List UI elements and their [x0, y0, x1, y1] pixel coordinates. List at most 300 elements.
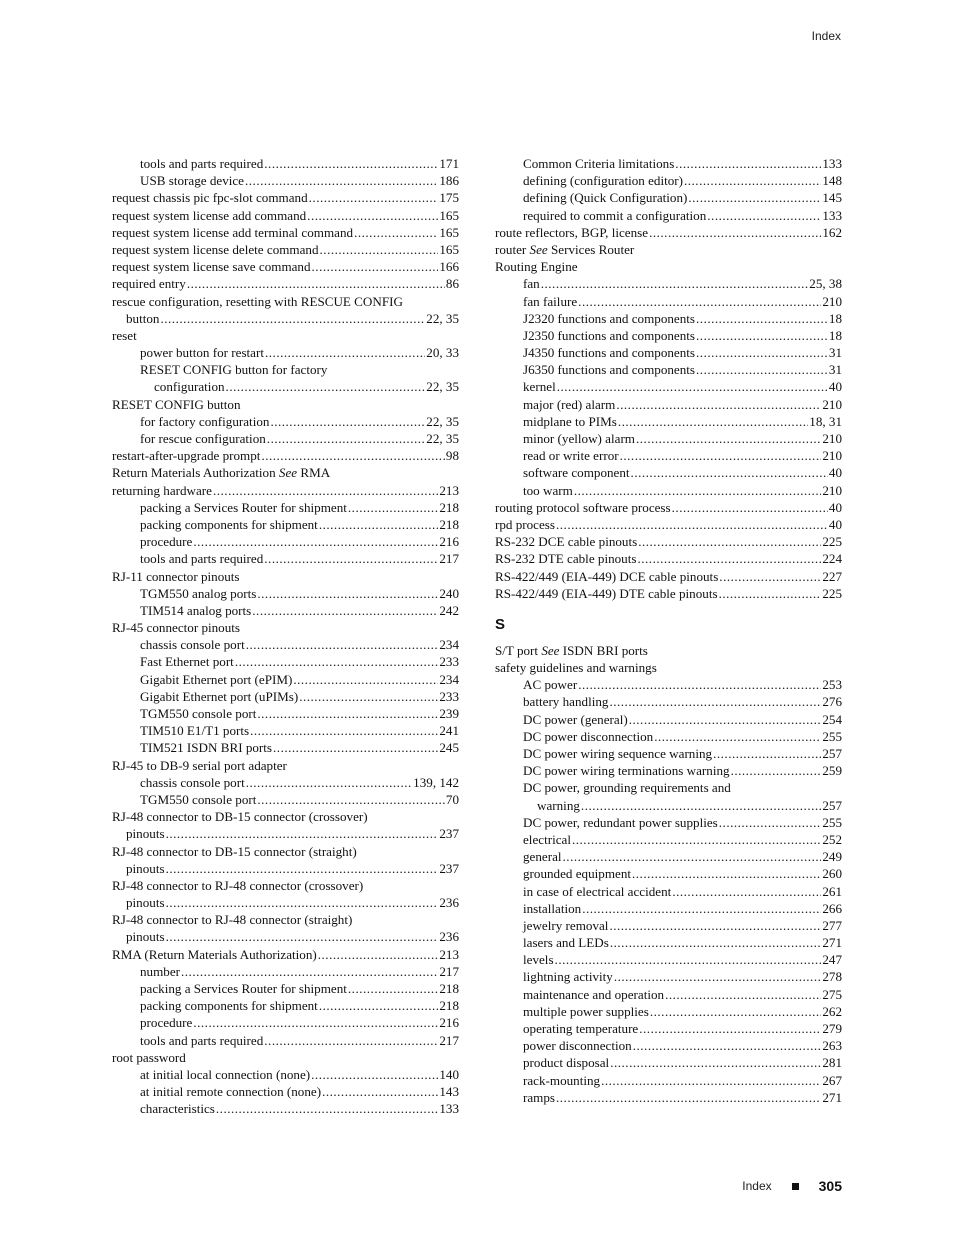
index-term: required to commit a configuration	[523, 207, 707, 223]
page-reference: 217	[439, 963, 459, 979]
index-subentry	[495, 814, 842, 831]
index-term: pinouts	[126, 860, 165, 876]
dot-leader	[696, 327, 828, 344]
page-reference: 245	[439, 740, 459, 756]
index-entry-label	[126, 928, 165, 945]
index-subentry	[495, 447, 842, 464]
index-term: AC power	[523, 677, 578, 693]
index-entry-label	[523, 779, 731, 796]
index-column-left	[112, 155, 459, 1118]
index-entry-label	[523, 814, 718, 831]
dot-leader	[160, 310, 425, 327]
index-entry-label	[523, 900, 581, 917]
dot-leader	[318, 946, 439, 963]
index-subentry	[112, 1014, 459, 1031]
index-term: rpd process	[495, 516, 555, 532]
index-term: Gigabit Ethernet port (ePIM)	[140, 671, 293, 687]
index-term: read or write error	[523, 448, 619, 464]
page-reference: 278	[822, 969, 842, 985]
index-subentry	[495, 900, 842, 917]
index-subentry	[112, 361, 459, 378]
index-subentry	[495, 189, 842, 206]
dot-leader	[731, 762, 822, 779]
index-entry-label	[495, 585, 718, 602]
index-subentry	[495, 413, 842, 430]
index-entry	[495, 224, 842, 241]
index-entry	[112, 757, 459, 774]
dot-leader	[601, 1072, 821, 1089]
index-subentry	[495, 430, 842, 447]
dot-leader	[665, 986, 821, 1003]
dot-leader	[166, 860, 439, 877]
index-entry-label	[140, 1083, 321, 1100]
index-entry	[495, 516, 842, 533]
index-subentry	[495, 1054, 842, 1071]
footer-section-label: Index	[742, 1179, 772, 1193]
page-reference: 217	[439, 1032, 459, 1048]
index-entry-label	[495, 499, 671, 516]
index-subentry	[112, 636, 459, 653]
index-subentry	[112, 1032, 459, 1049]
page-reference: 98	[445, 448, 459, 464]
page-reference: 133	[822, 207, 842, 223]
index-term: minor (yellow) alarm	[523, 431, 635, 446]
index-term: software component	[523, 465, 630, 481]
dot-leader	[633, 1037, 822, 1054]
index-term: DC power, grounding requirements and	[523, 780, 731, 796]
page-reference: 234	[439, 637, 459, 653]
dot-leader	[299, 688, 438, 705]
index-entry-label	[523, 327, 695, 344]
dot-leader	[319, 997, 439, 1014]
dot-leader	[181, 963, 438, 980]
page-reference: 40	[828, 516, 842, 532]
index-entry-label	[140, 585, 256, 602]
index-term: RJ-48 connector to RJ-48 connector (straight)	[112, 912, 353, 928]
index-subentry	[495, 155, 842, 172]
page-reference: 276	[822, 694, 842, 710]
index-entry-label	[112, 275, 186, 292]
dot-leader	[264, 1032, 438, 1049]
page-reference: 210	[822, 431, 842, 446]
index-term: TGM550 analog ports	[140, 585, 257, 601]
index-entry-label	[495, 550, 636, 567]
page-reference: 165	[439, 207, 459, 223]
dot-leader	[187, 275, 445, 292]
index-term: for factory configuration	[140, 413, 270, 429]
dot-leader	[322, 1083, 438, 1100]
running-header: Index	[811, 29, 841, 43]
dot-leader	[649, 224, 821, 241]
index-term: required entry	[112, 276, 186, 292]
index-subentry	[112, 1066, 459, 1083]
page-reference: 40	[828, 465, 842, 481]
dot-leader	[245, 172, 438, 189]
page-reference: 240	[439, 585, 459, 601]
page-reference: 257	[822, 797, 842, 813]
page-reference: 271	[822, 1089, 842, 1105]
index-entry-label	[112, 808, 368, 825]
index-entry	[112, 1049, 459, 1066]
index-term: kernel	[523, 379, 556, 395]
page-number: 305	[818, 1178, 842, 1194]
dot-leader	[354, 224, 438, 241]
index-entry-label	[140, 997, 318, 1014]
index-entry	[112, 482, 459, 499]
page-reference: 257	[822, 746, 842, 761]
index-term: defining (Quick Configuration)	[523, 190, 688, 206]
index-term: RMA (Return Materials Authorization)	[112, 946, 317, 962]
index-entry-label	[523, 711, 628, 728]
index-term: procedure	[140, 1015, 193, 1031]
page-reference: 143	[439, 1084, 459, 1100]
index-subentry	[495, 207, 842, 224]
page-footer	[742, 1178, 842, 1194]
index-entry-label	[140, 499, 347, 516]
index-entry-label	[140, 774, 245, 791]
index-term: defining (configuration editor)	[523, 173, 683, 189]
page-reference: 217	[439, 551, 459, 567]
index-entry-label	[140, 516, 318, 533]
dot-leader	[264, 550, 438, 567]
dot-leader	[582, 900, 821, 917]
index-entry-label	[523, 207, 706, 224]
index-entry-label	[112, 258, 311, 275]
dot-leader	[166, 928, 439, 945]
index-subentry	[112, 688, 459, 705]
index-subentry	[495, 396, 842, 413]
index-term: request system license add command	[112, 207, 307, 223]
index-term: multiple power supplies	[523, 1003, 649, 1019]
index-term: too warm	[523, 482, 573, 498]
page-reference: 218	[439, 998, 459, 1014]
index-entry-label	[523, 934, 609, 951]
index-entry	[112, 619, 459, 636]
index-entry	[495, 642, 842, 659]
index-term: product disposal	[523, 1055, 610, 1071]
index-term: operating temperature	[523, 1021, 639, 1036]
index-subentry	[112, 585, 459, 602]
index-term: TIM521 ISDN BRI ports	[140, 740, 273, 756]
dot-leader	[654, 728, 821, 745]
page-reference: 139, 142	[413, 774, 459, 790]
page-reference: 20, 33	[426, 345, 459, 361]
index-subentry	[112, 963, 459, 980]
index-subentry	[112, 1083, 459, 1100]
index-term: RS-232 DCE cable pinouts	[495, 534, 638, 550]
index-entry-label	[126, 825, 165, 842]
index-entry-label	[140, 980, 347, 997]
index-subentry	[495, 464, 842, 481]
index-term: levels	[523, 952, 554, 968]
index-term: RS-422/449 (EIA-449) DTE cable pinouts	[495, 585, 718, 601]
index-subentry	[495, 1072, 842, 1089]
index-entry-label	[112, 327, 137, 344]
index-term: grounded equipment	[523, 866, 631, 882]
page-reference: 145	[822, 190, 842, 206]
page-reference: 210	[822, 396, 842, 412]
index-subentry	[112, 980, 459, 997]
dot-leader	[614, 968, 822, 985]
index-term: safety guidelines and warnings	[495, 660, 657, 676]
index-term: packing a Services Router for shipment	[140, 499, 347, 515]
index-entry-label	[495, 224, 648, 241]
index-entry	[112, 568, 459, 585]
page-reference: 22, 35	[426, 431, 459, 446]
index-entry	[112, 447, 459, 464]
dot-leader	[246, 636, 439, 653]
index-term: warning	[537, 797, 580, 813]
index-entry-label	[523, 693, 608, 710]
index-term: pinouts	[126, 826, 165, 842]
page-reference: 218	[439, 499, 459, 515]
index-entry-label	[523, 447, 619, 464]
page-reference: 18	[828, 310, 842, 326]
index-entry	[112, 207, 459, 224]
dot-leader	[574, 482, 822, 499]
index-entry-label	[140, 636, 245, 653]
page-reference: 70	[445, 791, 459, 807]
page-reference: 237	[439, 826, 459, 842]
index-subentry	[112, 894, 459, 911]
index-term: RJ-48 connector to DB-15 connector (crossover)	[112, 809, 368, 825]
page-reference: 40	[828, 379, 842, 395]
index-entry-label	[140, 1014, 192, 1031]
index-entry-label	[112, 293, 403, 310]
dot-leader	[273, 739, 438, 756]
dot-leader	[684, 172, 821, 189]
index-term: at initial remote connection (none)	[140, 1084, 322, 1100]
dot-leader	[629, 711, 822, 728]
dot-leader	[688, 189, 821, 206]
index-subentry	[495, 934, 842, 951]
dot-leader	[610, 934, 822, 951]
dot-leader	[609, 693, 821, 710]
index-term: lasers and LEDs	[523, 935, 609, 951]
index-entry-label	[112, 447, 260, 464]
index-entry-label	[140, 344, 264, 361]
page-reference: 213	[439, 946, 459, 962]
index-entry	[112, 464, 459, 481]
index-entry-label	[495, 258, 578, 275]
index-term: button	[126, 310, 160, 326]
page-reference: 260	[822, 866, 842, 882]
index-entry-label	[112, 843, 357, 860]
index-term: RJ-45 connector pinouts	[112, 620, 241, 636]
page-reference: 255	[822, 728, 842, 744]
page-reference: 213	[439, 482, 459, 498]
page-reference: 279	[822, 1021, 842, 1036]
index-term: number	[140, 963, 180, 979]
dot-leader	[166, 894, 439, 911]
page-reference: 234	[439, 671, 459, 687]
index-entry-label	[112, 189, 308, 206]
index-entry-label	[140, 963, 180, 980]
index-term: TIM510 E1/T1 ports	[140, 723, 250, 739]
index-term: DC power disconnection	[523, 728, 654, 744]
index-entry-label	[523, 396, 615, 413]
dot-leader	[713, 745, 821, 762]
index-entry-label	[495, 568, 718, 585]
index-term: maintenance and operation	[523, 986, 665, 1002]
index-term: RS-422/449 (EIA-449) DCE cable pinouts	[495, 568, 719, 584]
dot-leader	[250, 722, 438, 739]
index-term: S/T port	[495, 642, 539, 658]
dot-leader	[578, 676, 821, 693]
page-reference: 236	[439, 895, 459, 911]
page-reference: 22, 35	[426, 310, 459, 326]
index-term: Fast Ethernet port	[140, 654, 234, 670]
index-entry-label	[523, 1003, 649, 1020]
dot-leader	[267, 430, 425, 447]
page-reference: 22, 35	[426, 413, 459, 429]
index-subentry	[112, 825, 459, 842]
index-entry-label	[112, 241, 319, 258]
see-reference: See	[529, 241, 548, 257]
index-term: tools and parts required	[140, 551, 264, 567]
index-entry-label	[112, 396, 241, 413]
index-entry-label	[112, 946, 317, 963]
index-subentry	[495, 1020, 842, 1037]
page-reference: 171	[439, 156, 459, 171]
page-reference: 262	[822, 1003, 842, 1019]
index-entry	[112, 293, 459, 310]
index-entry	[112, 224, 459, 241]
page-reference: 25, 38	[809, 276, 842, 292]
dot-leader	[166, 825, 439, 842]
index-entry-label	[523, 745, 712, 762]
dot-leader	[307, 207, 438, 224]
index-term: DC power, redundant power supplies	[523, 814, 718, 830]
index-term: at initial local connection (none)	[140, 1066, 311, 1082]
index-term: RJ-48 connector to DB-15 connector (straight)	[112, 843, 357, 859]
index-entry-label	[495, 659, 657, 676]
index-term: lightning activity	[523, 969, 613, 985]
index-subentry	[495, 951, 842, 968]
index-entry-label	[523, 728, 653, 745]
index-term: RJ-11 connector pinouts	[112, 568, 240, 584]
dot-leader	[696, 344, 828, 361]
index-term: characteristics	[140, 1101, 215, 1117]
index-term: RJ-48 connector to RJ-48 connector (crossover)	[112, 877, 364, 893]
index-entry-label	[140, 791, 256, 808]
index-entry	[495, 550, 842, 567]
page-reference: 165	[439, 224, 459, 240]
index-entry	[112, 258, 459, 275]
index-entry	[495, 585, 842, 602]
dot-leader	[348, 980, 438, 997]
index-entry	[495, 568, 842, 585]
index-term: installation	[523, 900, 582, 916]
dot-leader	[639, 1020, 821, 1037]
index-term: J2350 functions and components	[523, 327, 696, 343]
index-subentry	[495, 711, 842, 728]
index-term: request system license save command	[112, 259, 311, 275]
index-term: jewelry removal	[523, 917, 609, 933]
page-reference: 175	[439, 190, 459, 206]
index-entry-label	[140, 705, 256, 722]
index-entry	[112, 275, 459, 292]
index-entry	[112, 327, 459, 344]
index-entry	[112, 946, 459, 963]
page-reference: 225	[822, 534, 842, 550]
dot-leader	[636, 430, 821, 447]
dot-leader	[312, 258, 439, 275]
index-subentry	[495, 883, 842, 900]
index-subentry	[495, 172, 842, 189]
index-entry	[112, 911, 459, 928]
index-subentry	[495, 848, 842, 865]
index-entry-label	[140, 1066, 310, 1083]
index-term: request system license delete command	[112, 241, 319, 257]
index-section-letter: S	[495, 615, 506, 633]
page-reference: 86	[445, 276, 459, 292]
dot-leader	[563, 848, 822, 865]
index-subentry	[112, 499, 459, 516]
index-subentry	[112, 928, 459, 945]
page-reference: 140	[439, 1066, 459, 1082]
page-reference: 242	[439, 602, 459, 618]
index-subentry	[112, 705, 459, 722]
dot-leader	[193, 1014, 438, 1031]
index-entry-label	[112, 224, 353, 241]
index-subentry	[495, 728, 842, 745]
page-reference: 18, 31	[809, 413, 842, 429]
index-subentry	[495, 986, 842, 1003]
index-term: routing protocol software process	[495, 499, 671, 515]
index-entry	[112, 396, 459, 413]
index-subentry	[495, 1089, 842, 1106]
page-reference: 218	[439, 981, 459, 996]
index-entry-label	[523, 464, 630, 481]
index-subentry	[495, 361, 842, 378]
page-reference: 263	[822, 1038, 842, 1054]
index-subentry	[495, 327, 842, 344]
index-entry-label	[126, 894, 165, 911]
index-term: ramps	[523, 1089, 555, 1105]
dot-leader	[609, 917, 821, 934]
dot-leader	[309, 189, 439, 206]
index-entry-label	[523, 1020, 638, 1037]
index-entry-label	[523, 378, 556, 395]
page-reference: 186	[439, 173, 459, 189]
index-term: packing a Services Router for shipment	[140, 981, 347, 996]
index-entry-label	[523, 293, 577, 310]
page-reference: 210	[822, 448, 842, 464]
dot-leader	[672, 883, 821, 900]
index-entry-label	[112, 619, 240, 636]
dot-leader	[675, 155, 821, 172]
footer-square-bullet-icon	[792, 1183, 799, 1190]
index-term: electrical	[523, 831, 571, 847]
dot-leader	[578, 293, 821, 310]
index-term: DC power wiring terminations warning	[523, 763, 730, 779]
dot-leader	[226, 378, 426, 395]
index-subentry	[495, 275, 842, 292]
index-term: battery handling	[523, 694, 609, 710]
dot-leader	[618, 413, 808, 430]
page-reference: 224	[822, 551, 842, 567]
index-term: pinouts	[126, 929, 165, 945]
index-term: restart-after-upgrade prompt	[112, 448, 261, 464]
page-reference: 218	[439, 516, 459, 532]
page-reference: 22, 35	[426, 379, 459, 395]
index-term: power disconnection	[523, 1038, 632, 1054]
index-subentry	[112, 155, 459, 172]
index-subentry	[112, 653, 459, 670]
dot-leader	[616, 396, 821, 413]
page-reference: 271	[822, 935, 842, 951]
